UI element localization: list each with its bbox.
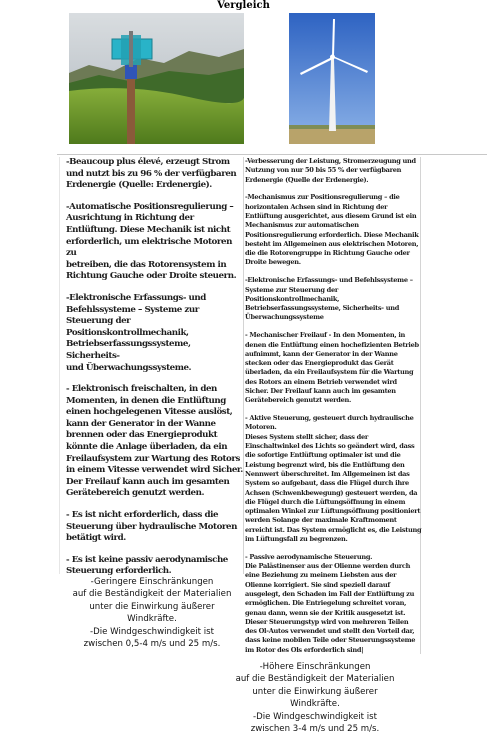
feature-paragraph: - Aktive Steuerung, gesteuert durch hydraulische Motoren. Dieses System stellt sicher, dass der Einschaltwinkel des Lichts so geändert wird, dass die sofortige Entlüftung optimaler ist und die Leistung begrenzt wird, bis die Entlüftung den Nennwert überschreitet. Im Allgemeinen ist das System so aufgebaut, dass die Flügel durch ihre Achsen (Schwenkbewegung) gesteuert werden, da die Flügel durch die Lüftungsöffnung in einem optimalen Winkel zur Lüftungsöffnung positioniert werden Solange der maximale Kraftmoment erreicht ist. Das System ermöglicht es, die Leistung im Lüftungsfall zu begrenzen. xyxy=(245,414,422,543)
feature-paragraph: -Beaucoup plus élevé, erzeugt Strom und nutzt bis zu 96 % der verfügbaren Erdenergie (Quelle: Erdenergie). xyxy=(66,157,237,191)
feature-paragraph: - Mechanischer Freilauf - In den Momenten, in denen die Entlüftung einen hochefizienten Betrieb aufnimmt, kann der Generator in der Wanne stecken oder das Energieprodukt das Gerät überladen, da ein Freilaufsystem für die Wartung des Rotors an einem Betrieb verwendet wird Sicher. Der Freilauf kann auch im gesamten Gerätebereich genutzt werden. xyxy=(245,331,419,405)
vertical-turbine-note: -Geringere Einschränkungen auf die Beständigkeit der Materialien unter die Einwirkung äußerer Windkräfte. -Die Windgeschwindigkeit ist zwischen 0,5-4 m/s und 25 m/s. xyxy=(72,577,232,650)
horizontal-turbine-icon xyxy=(289,13,375,144)
feature-paragraph: - Es ist nicht erforderlich, dass die Steuerung über hydraulische Motoren betätigt wird. xyxy=(66,510,237,544)
horizontal-axis-wind-turbine-photo xyxy=(289,13,375,144)
feature-paragraph: - Elektronisch freischalten, in den Momenten, in denen die Entlüftung einen hochgelegenen Vitesse auslöst, kann der Generator in der Wanne brennen oder das Energieprodukt könnte die Anlage überladen, da ein Freilaufsystem zur Wartung des Rotors in einem Vitesse verwendet wird Sicher. Der Freilauf kann auch im gesamten Gerätebereich genutzt werden. xyxy=(66,384,243,499)
feature-paragraph: - Passive aerodynamische Steuerung. Die Palästinenser aus der Olienne werden durch eine Beziehung zu meinem Liebsten aus der Olienne korrigiert. Sie sind speziell darauf ausgelegt, den Schaden im Fall der Entlüftung zu ermöglichen. Die Entriegelung schreitet voran, genau dann, wenn sie der Kritik ausgesetzt ist. Dieser Steuerungstyp wird von mehreren Teilen des Ol-Autos verwendet und stellt den Vorteil dar, dass keine mobilen Teile oder Steuerungssysteme im Rotor des Ols erforderlich sind| xyxy=(245,552,416,654)
section-divider xyxy=(57,154,487,155)
vertical-axis-wind-turbine-illustration xyxy=(69,13,244,144)
page-title: Vergleich xyxy=(217,0,270,11)
column-rule-left xyxy=(59,157,60,574)
horizontal-turbine-note: -Höhere Einschränkungen auf die Beständigkeit der Materialien unter die Einwirkung äußerer Windkräfte. -Die Windgeschwindigkeit ist zwischen 3-4 m/s und 25 m/s. xyxy=(235,662,395,735)
vertical-turbine-icon xyxy=(69,13,244,144)
feature-paragraph: - Es ist keine passiv aerodynamische Steuerung erforderlich. xyxy=(66,554,228,577)
horizontal-turbine-features xyxy=(245,157,423,664)
feature-paragraph: -Elektronische Erfassungs- und Befehlssysteme – Systeme zur Steuerung der Positionskontrollmechanik, Betriebserfassungssysteme, Sicherheits- und Überwachungssysteme xyxy=(245,276,413,322)
vertical-turbine-features xyxy=(66,157,244,588)
feature-paragraph: -Verbesserung der Leistung, Stromerzeugung und Nutzung von nur 50 bis 55 % der verfügbaren Erdenergie (Quelle der Erdenergie). xyxy=(245,157,416,184)
feature-paragraph: -Elektronische Erfassungs- und Befehlssysteme – Systeme zur Steuerung der Positionskontrollmechanik, Betriebserfassungssysteme, Sicherheits- und Überwachungssysteme. xyxy=(66,292,206,373)
feature-paragraph: -Mechanismus zur Positionsregulierung – die horizontalen Achsen sind in Richtung der Entlüftung ausgerichtet, aus diesem Grund ist ein Mechanismus zur automatischen Positionsregulierung erforderlich. Diese Mechanik besteht im Allgemeinen aus elektrischen Motoren, die die Rotorengruppe in Richtung Gauche oder Droite bewegen. xyxy=(245,193,419,267)
feature-paragraph: -Automatische Positionsregulierung – Ausrichtung in Richtung der Entlüftung. Diese Mechanik ist nicht erforderlich, um elektrische Motoren zu betreiben, die das Rotorensystem in Richtung Gauche oder Droite steuern. xyxy=(66,201,237,282)
